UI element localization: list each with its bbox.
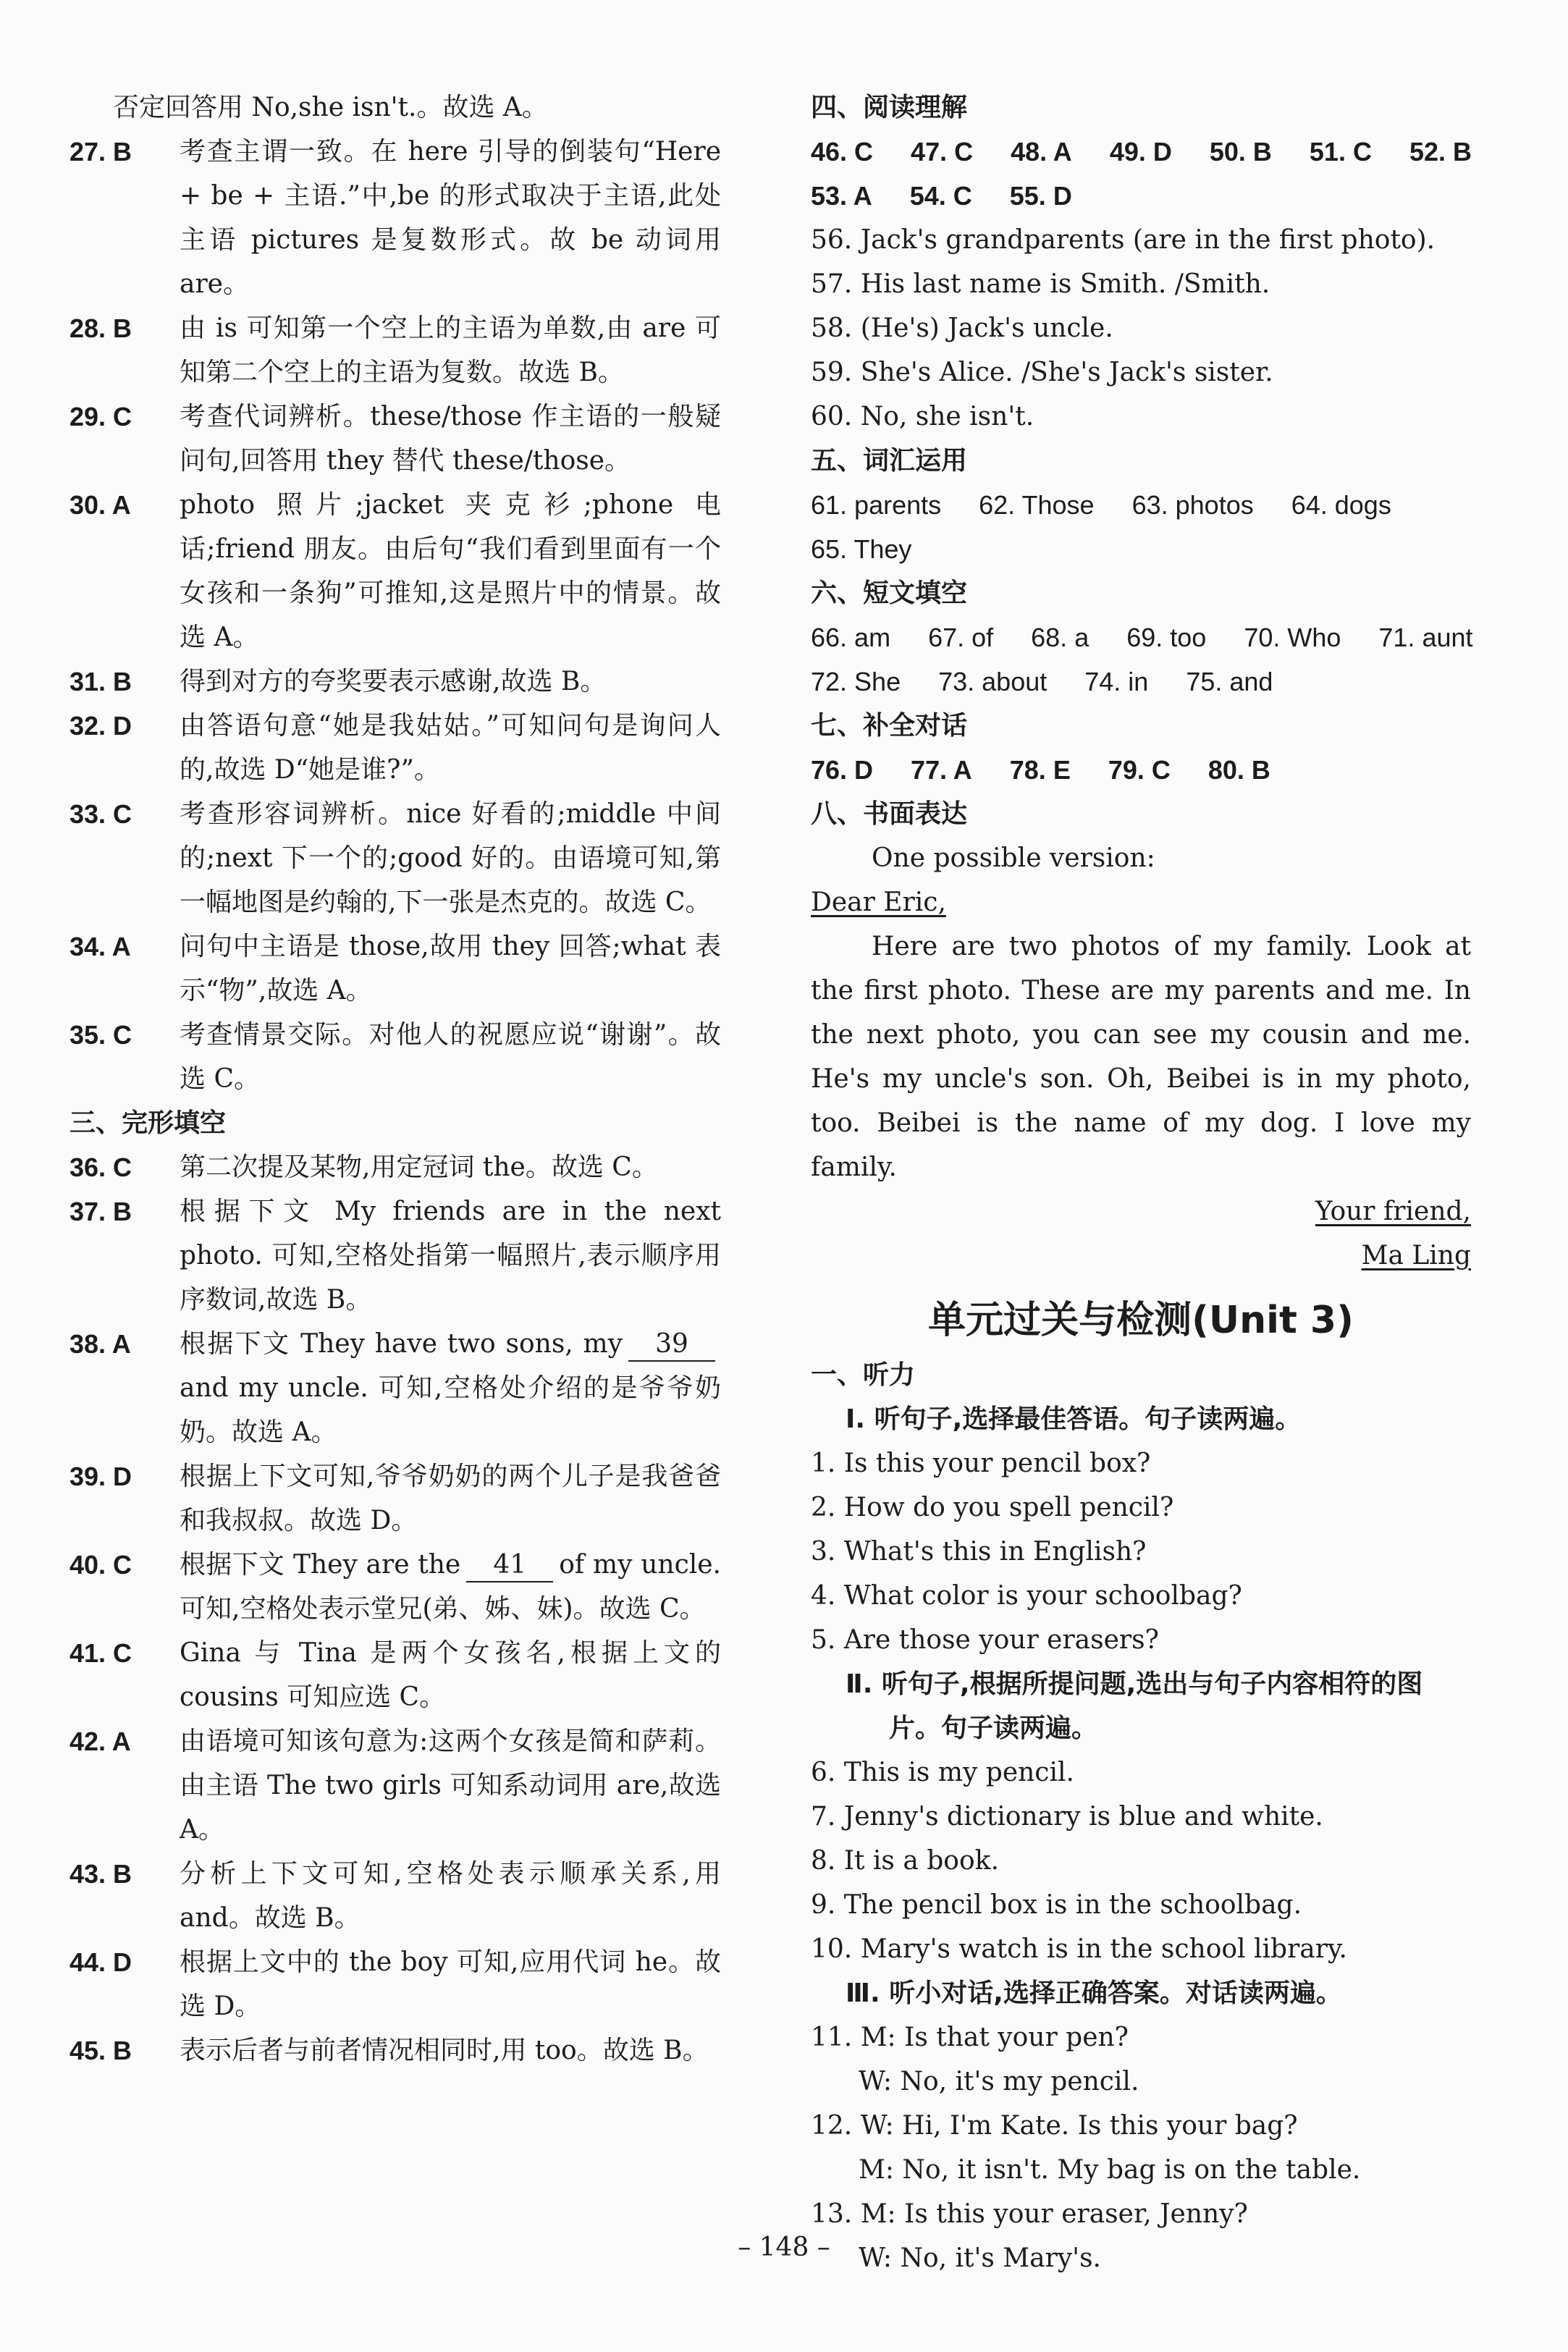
listening-part-1: Ⅰ. 听句子,选择最佳答语。句子读两遍。 (846, 1404, 1302, 1434)
explanation-item (69, 395, 721, 483)
section-cloze-heading: 三、完形填空 (69, 1108, 227, 1138)
answer: 67. of (928, 623, 994, 652)
right-column (811, 85, 1471, 2280)
letter-salutation: Dear Eric, (811, 888, 946, 917)
reading-answers (811, 218, 1471, 439)
answer-row (811, 174, 1471, 218)
item-text: 表示后者与前者情况相同时,用 too。故选 B。 (180, 2036, 709, 2065)
item-text: 第二次提及某物,用定冠词 the。故选 C。 (180, 1152, 658, 1182)
listening-sentence: 6. This is my pencil. (811, 1758, 1074, 1787)
answer-row (811, 615, 1471, 659)
answer: 63. photos (1131, 490, 1254, 520)
item-number: 39. D (69, 1462, 132, 1491)
item-number: 35. C (69, 1020, 132, 1050)
section-fill-heading: 六、短文填空 (811, 578, 968, 608)
explanation-item (69, 659, 721, 704)
cloze-explanations (69, 1145, 721, 1322)
answer: 50. B (1209, 137, 1272, 167)
answer: 66. am (811, 623, 891, 652)
reading-answer: 59. She's Alice. /She's Jack's sister. (811, 358, 1273, 387)
item-text: 分析上下文可知,空格处表示顺承关系,用 and。故选 B。 (180, 1859, 721, 1933)
page-number: – 148 – (738, 2233, 830, 2262)
answer: 62. Those (979, 490, 1095, 520)
explanation-item (69, 1852, 721, 1940)
answer: 78. E (1009, 755, 1071, 785)
listening-sentences-1 (811, 1441, 1471, 1662)
explanation-item (69, 306, 721, 395)
dialog-line: 13. M: Is this your eraser, Jenny? (811, 2199, 1248, 2229)
dialog-line: M: No, it isn't. My bag is on the table. (859, 2155, 1361, 2185)
explanation-item (69, 483, 721, 659)
answer: 74. in (1084, 667, 1149, 696)
answer: 68. a (1031, 623, 1089, 652)
listening-sentence: 2. How do you spell pencil? (811, 1493, 1174, 1522)
explanation-item (69, 704, 721, 792)
answer: 73. about (938, 667, 1048, 696)
reading-answer: 60. No, she isn't. (811, 402, 1034, 431)
explanation-item (69, 2028, 721, 2073)
item-number: 27. B (69, 137, 132, 167)
item-text: 由 is 可知第一个空上的主语为单数,由 are 可知第二个空上的主语为复数。故选 B。 (180, 313, 721, 387)
item-text: 由语境可知该句意为:这两个女孩是简和萨莉。由主语 The two girls 可知系动词用 are,故选 A。 (180, 1727, 721, 1845)
answer: 61. parents (811, 490, 942, 520)
section-dialog-heading: 七、补全对话 (811, 711, 968, 741)
answer: 49. D (1109, 137, 1172, 167)
sample-version-label: One possible version: (872, 843, 1155, 873)
answer: 79. C (1108, 755, 1171, 785)
answer: 76. D (811, 755, 874, 785)
dialog-line: W: No, it's my pencil. (859, 2067, 1139, 2096)
item-number: 43. B (69, 1859, 132, 1889)
reading-answer: 56. Jack's grandparents (are in the first photo). (811, 225, 1436, 255)
item-text: 根据上下文可知,爷爷奶奶的两个儿子是我爸爸和我叔叔。故选 D。 (180, 1462, 721, 1535)
explanation-item (69, 1454, 721, 1543)
item-number: 31. B (69, 667, 132, 696)
explanation-item (69, 1543, 721, 1631)
unit-test-title: 单元过关与检测(Unit 3) (928, 1299, 1354, 1342)
item-text: of my uncle. 可知,空格处表示堂兄(弟、姊、妹)。故选 C。 (180, 1550, 721, 1624)
answer-row (811, 130, 1471, 174)
cloze-explanations-2 (69, 1631, 721, 2073)
answer: 80. B (1207, 755, 1270, 785)
answer: 55. D (1009, 181, 1072, 211)
item-number: 44. D (69, 1947, 132, 1977)
item-number: 41. C (69, 1638, 132, 1668)
answer: 70. Who (1244, 623, 1341, 652)
listening-part-2: Ⅱ. 听句子,根据所提问题,选出与句子内容相符的图片。句子读两遍。 (846, 1669, 1423, 1743)
explanation-item (69, 1013, 721, 1101)
item-text: 由答语句意“她是我姑姑。”可知问句是询问人的,故选 D“她是谁?”。 (180, 711, 721, 785)
answer: 52. B (1409, 137, 1472, 167)
explanation-item (69, 924, 721, 1013)
item-text: and my uncle. 可知,空格处介绍的是爷爷奶奶。故选 A。 (180, 1373, 721, 1447)
answer: 71. aunt (1378, 623, 1473, 652)
item-text: 得到对方的夸奖要表示感谢,故选 B。 (180, 667, 607, 696)
item-number: 38. A (69, 1329, 131, 1359)
section-vocabulary-heading: 五、词汇运用 (811, 446, 968, 476)
section-reading-heading: 四、阅读理解 (811, 93, 968, 122)
letter-closing: Your friend, (1315, 1197, 1471, 1226)
explanation-item (69, 1145, 721, 1189)
explanation-item (69, 1189, 721, 1322)
answer: 48. A (1011, 137, 1072, 167)
item-number: 45. B (69, 2036, 132, 2065)
item-text: Gina 与 Tina 是两个女孩名,根据上文的 cousins 可知应选 C。 (180, 1638, 721, 1712)
answer: 54. C (909, 181, 972, 211)
answer-row (811, 527, 1471, 571)
item-number: 29. C (69, 402, 132, 431)
listening-sentence: 4. What color is your schoolbag? (811, 1581, 1242, 1611)
answer: 51. C (1309, 137, 1372, 167)
item-text: 根据下文 They have two sons, my (180, 1329, 623, 1359)
item-text: 考查情景交际。对他人的祝愿应说“谢谢”。故选 C。 (180, 1020, 721, 1094)
answer: 46. C (811, 137, 874, 167)
listening-sentence: 5. Are those your erasers? (811, 1625, 1159, 1655)
reading-answer: 58. (He's) Jack's uncle. (811, 313, 1113, 343)
answer: 75. and (1186, 667, 1273, 696)
item-number: 42. A (69, 1727, 131, 1756)
answer: 53. A (811, 181, 872, 211)
section-writing-heading: 八、书面表达 (811, 799, 968, 829)
item-text: 根据上文中的 the boy 可知,应用代词 he。故选 D。 (180, 1947, 721, 2021)
listening-sentence: 10. Mary's watch is in the school library. (811, 1934, 1347, 1964)
item-text: 考查形容词辨析。nice 好看的;middle 中间的;next 下一个的;good 好的。由语境可知,第一幅地图是约翰的,下一张是杰克的。故选 C。 (180, 799, 721, 917)
listening-part-3: Ⅲ. 听小对话,选择正确答案。对话读两遍。 (846, 1978, 1342, 2008)
listening-sentence: 9. The pencil box is in the schoolbag. (811, 1890, 1302, 1920)
item-number: 37. B (69, 1197, 132, 1226)
listening-sentence: 8. It is a book. (811, 1846, 999, 1876)
item-text: 考查主谓一致。在 here 引导的倒装句“Here + be + 主语.”中,be 的形式取决于主语,此处主语 pictures 是复数形式。故 be 动词用 are。 (180, 137, 721, 299)
explanation-item (69, 130, 721, 306)
answer: 47. C (911, 137, 974, 167)
answer-row (811, 483, 1471, 527)
listening-sentence: 3. What's this in English? (811, 1537, 1147, 1567)
listening-heading: 一、听力 (811, 1360, 916, 1390)
item-text: 问句中主语是 those,故用 they 回答;what 表示“物”,故选 A。 (180, 932, 721, 1006)
answer-row (811, 659, 1471, 704)
dialog-line: 11. M: Is that your pen? (811, 2023, 1129, 2052)
item-text: 根据下文 They are the (180, 1550, 461, 1580)
answer: 72. She (811, 667, 901, 696)
item-number: 33. C (69, 799, 132, 829)
explanation-item (69, 1719, 721, 1852)
explanation-item (69, 1940, 721, 2028)
item-text: photo 照片;jacket 夹克衫;phone 电话;friend 朋友。由后句“我们看到里面有一个女孩和一条狗”可推知,这是照片中的情景。故选 A。 (180, 490, 721, 652)
answer: 77. A (911, 755, 972, 785)
item-text: 根据下文 My friends are in the next photo. 可知,空格处指第一幅照片,表示顺序用序数词,故选 B。 (180, 1197, 721, 1315)
item-number: 40. C (69, 1550, 132, 1580)
answer: 64. dogs (1291, 490, 1391, 520)
listening-sentences-2 (811, 1750, 1471, 1971)
blank-number: 41 (466, 1549, 553, 1582)
letter-signature: Ma Ling (1361, 1241, 1471, 1270)
item-26-continuation: 否定回答用 No,she isn't.。故选 A。 (113, 93, 548, 122)
listening-sentence: 7. Jenny's dictionary is blue and white. (811, 1802, 1323, 1832)
item-number: 36. C (69, 1152, 132, 1182)
answer: 65. They (811, 534, 912, 564)
letter-body: Here are two photos of my family. Look at the first photo. These are my parents and me. In the next photo, you can see my cousin and me. He's my uncle's son. Oh, Beibei is in my photo, too. Beibei is the name of my dog. I love my family. (811, 932, 1471, 1182)
item-number: 28. B (69, 313, 132, 343)
answer-row (811, 748, 1471, 792)
listening-sentence: 1. Is this your pencil box? (811, 1449, 1151, 1478)
blank-number: 39 (628, 1328, 715, 1362)
explanation-item (69, 1631, 721, 1719)
item-text: 考查代词辨析。these/those 作主语的一般疑问句,回答用 they 替代 these/those。 (180, 402, 721, 476)
item-number: 30. A (69, 490, 131, 520)
reading-answer: 57. His last name is Smith. /Smith. (811, 269, 1270, 299)
answer: 69. too (1126, 623, 1207, 652)
dialog-line: 12. W: Hi, I'm Kate. Is this your bag? (811, 2111, 1298, 2141)
answer-explanations (69, 130, 721, 1101)
item-number: 32. D (69, 711, 132, 741)
explanation-item (69, 792, 721, 924)
item-number: 34. A (69, 932, 131, 961)
dialog-line: W: No, it's Mary's. (859, 2243, 1101, 2273)
left-column (69, 85, 721, 2073)
explanation-item (69, 1322, 721, 1454)
